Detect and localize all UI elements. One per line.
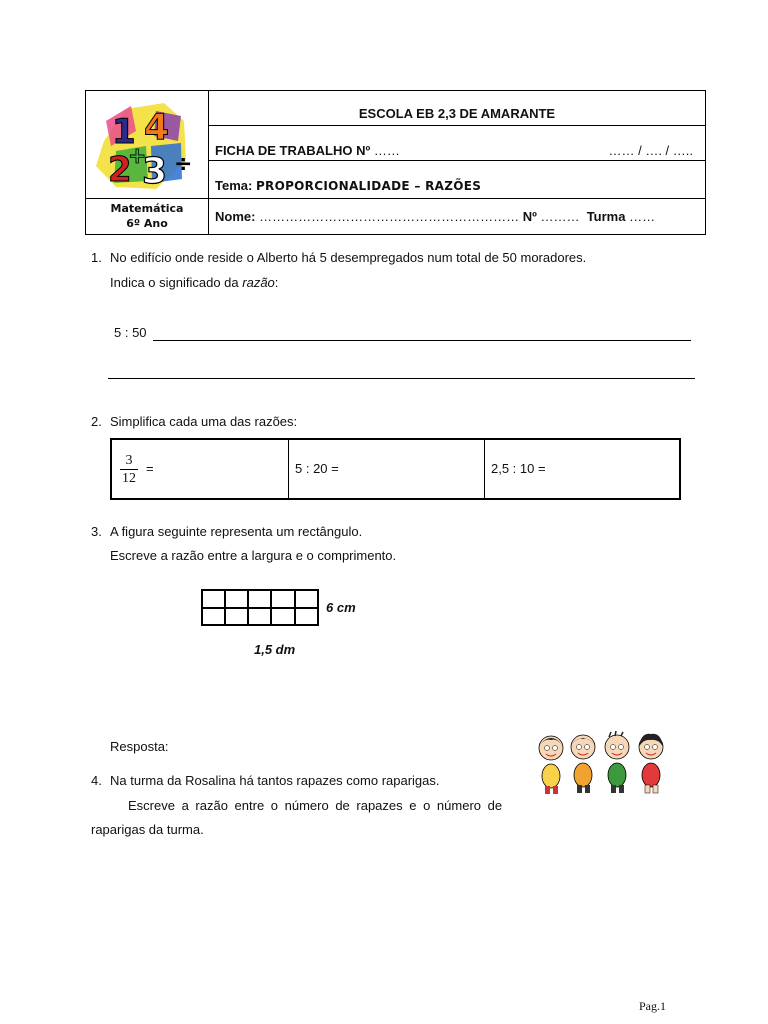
ex1-statement: No edifício onde reside o Alberto há 5 desempregados num total de 50 moradores. xyxy=(110,250,587,265)
ex3-number: 3. xyxy=(91,524,102,539)
tema-row xyxy=(209,161,705,199)
numbers-logo xyxy=(86,91,208,198)
ex1-answer-line-2[interactable] xyxy=(108,378,695,379)
ex2-prompt: Simplifica cada uma das razões: xyxy=(110,414,298,429)
ex3-statement: A figura seguinte representa um rectângulo. xyxy=(110,524,363,539)
rectangle-grid xyxy=(201,589,319,626)
school-name: ESCOLA EB 2,3 DE AMARANTE xyxy=(209,91,705,126)
logo-cell xyxy=(86,91,209,199)
fraction-equals: = xyxy=(146,461,154,476)
children-illustration xyxy=(535,728,673,798)
svg-text:4: 4 xyxy=(144,107,170,148)
turma-label: Turma xyxy=(586,209,626,224)
ex1-answer-line-1[interactable] xyxy=(153,340,691,341)
school-year: 6º Ano xyxy=(126,217,168,230)
svg-text:2: 2 xyxy=(108,150,132,190)
svg-text:+: + xyxy=(128,144,147,169)
ex1-ratio: 5 : 50 xyxy=(114,325,147,340)
ex1-razao-emphasis: razão xyxy=(242,275,275,290)
nome-label: Nome: xyxy=(215,209,256,224)
ex2-cell-ratio-1[interactable] xyxy=(289,440,485,498)
ex4-number: 4. xyxy=(91,773,102,788)
ex4-question: Escreve a razão entre o número de rapazes e o número de xyxy=(128,798,503,813)
ex1-number: 1. xyxy=(91,250,102,265)
nome-field: …………………………………………………… xyxy=(259,209,520,224)
height-label: 6 cm xyxy=(326,600,356,615)
ex3-question: Escreve a razão entre a largura e o comprimento. xyxy=(110,548,397,563)
fraction xyxy=(120,452,138,487)
ex4-question-cont: raparigas da turma. xyxy=(91,822,204,837)
width-label: 1,5 dm xyxy=(254,642,296,657)
fraction-numerator: 3 xyxy=(125,453,133,468)
tema-value: PROPORCIONALIDADE – RAZÕES xyxy=(255,179,482,193)
numero-label: Nº xyxy=(522,209,537,224)
svg-text:÷: ÷ xyxy=(174,152,193,177)
ficha-row xyxy=(209,126,705,161)
answer-label: Resposta: xyxy=(110,739,169,754)
svg-text:3: 3 xyxy=(142,151,168,192)
ficha-number-field: …… xyxy=(373,143,400,158)
tema-label: Tema: xyxy=(215,178,253,193)
page-number: Pag.1 xyxy=(639,999,666,1013)
ex2-number: 2. xyxy=(91,414,102,429)
nome-row xyxy=(209,199,705,234)
ratio-1: 5 : 20 = xyxy=(295,461,339,476)
svg-text:1: 1 xyxy=(112,112,136,152)
header-table xyxy=(85,90,706,235)
date-field: …… / …. / ….. xyxy=(608,143,693,158)
ex2-cell-fraction[interactable] xyxy=(112,440,289,498)
grid-line xyxy=(203,607,317,609)
ex4-statement: Na turma da Rosalina há tantos rapazes como raparigas. xyxy=(110,773,440,788)
subject-cell xyxy=(86,199,209,234)
ficha-label: FICHA DE TRABALHO Nº xyxy=(215,143,371,158)
fraction-denominator: 12 xyxy=(122,471,136,486)
ex1-question: Indica o significado da razão: xyxy=(110,275,279,290)
subject-name: Matemática xyxy=(110,202,184,215)
turma-field: …… xyxy=(629,209,656,224)
ex2-table xyxy=(110,438,681,500)
numero-field: ……… xyxy=(540,209,580,224)
ex2-cell-ratio-2[interactable] xyxy=(485,440,679,498)
ratio-2: 2,5 : 10 = xyxy=(491,461,546,476)
